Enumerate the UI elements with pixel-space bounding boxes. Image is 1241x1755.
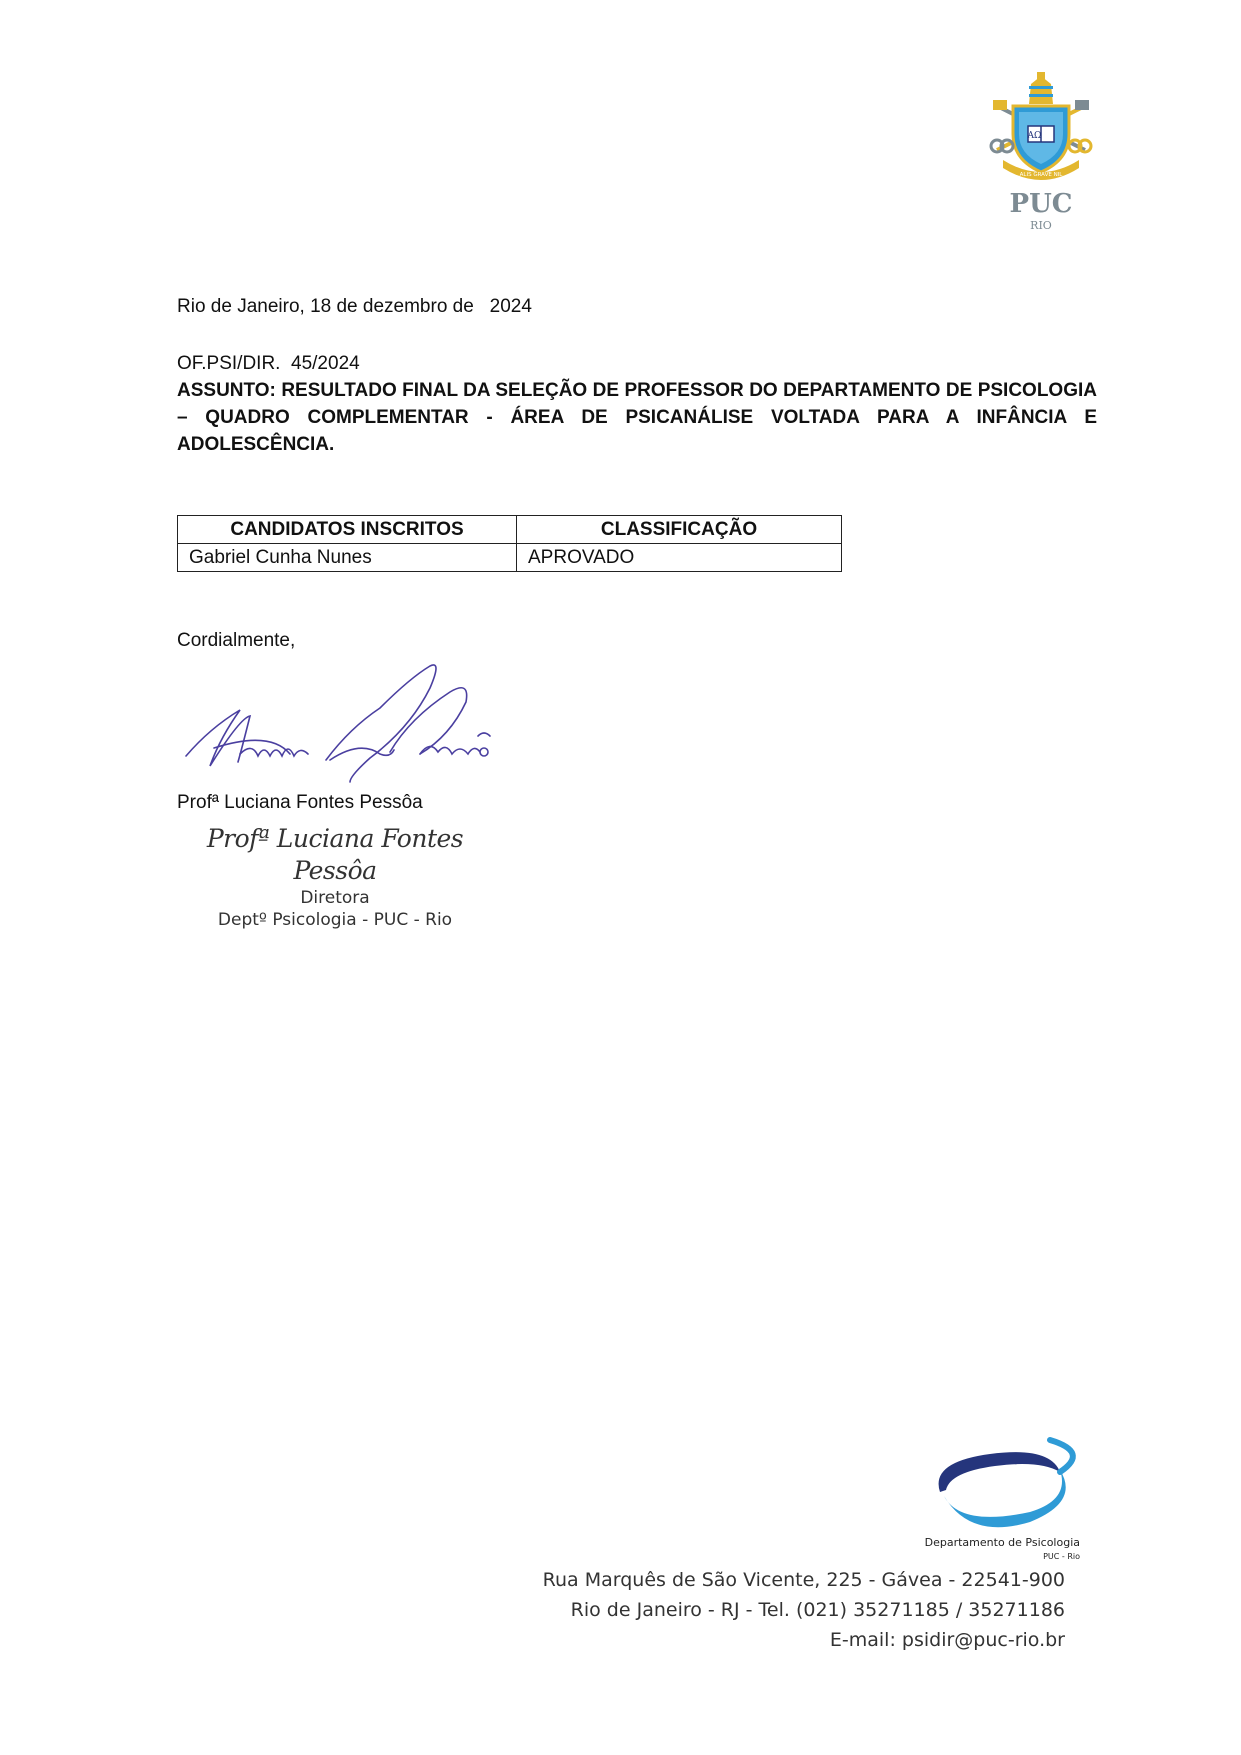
stamp-name: Profª Luciana Fontes Pessôa [206, 824, 464, 885]
svg-text:Departamento de Psicologia: Departamento de Psicologia [924, 1536, 1080, 1549]
closing-text: Cordialmente, [177, 630, 296, 651]
svg-text:ALIS GRAVE NIL: ALIS GRAVE NIL [1019, 172, 1063, 178]
office-reference: OF.PSI/DIR. 45/2024 [177, 353, 360, 374]
stamp-department: Deptº Psicologia - PUC - Rio [217, 910, 453, 930]
footer-email: E-mail: psidir@puc-rio.br [829, 1629, 1065, 1651]
signer-name: Profª Luciana Fontes Pessôa [177, 792, 423, 813]
column-header: CLASSIFICAÇÃO [517, 516, 842, 544]
table-row [178, 544, 842, 572]
signature-icon [180, 658, 530, 788]
psychology-dept-orbit-icon [920, 1432, 1090, 1567]
director-stamp [195, 823, 475, 931]
footer-city-phone: Rio de Janeiro - RJ - Tel. (021) 35271185 / 35271186 [570, 1599, 1065, 1621]
footer-address-line: Rua Marquês de São Vicente, 225 - Gávea - 22541-900 [542, 1569, 1065, 1591]
date-line: Rio de Janeiro, 18 de dezembro de 2024 [177, 296, 532, 317]
table-header-row [178, 516, 842, 544]
result-table [177, 515, 842, 572]
svg-text:PUC: PUC [1009, 189, 1073, 219]
svg-text:AΩ: AΩ [1027, 131, 1042, 141]
classification-cell: APROVADO [517, 544, 842, 572]
svg-text:PUC - Rio: PUC - Rio [1043, 1552, 1080, 1561]
stamp-role: Diretora [300, 888, 370, 908]
footer-address [543, 1565, 1065, 1655]
svg-text:RIO: RIO [1030, 219, 1052, 232]
puc-rio-crest-icon [985, 72, 1097, 234]
column-header: CANDIDATOS INSCRITOS [178, 516, 517, 544]
subject-line: ASSUNTO: RESULTADO FINAL DA SELEÇÃO DE PROFESSOR DO DEPARTAMENTO DE PSICOLOGIA – QUADRO COMPLEMENTAR - ÁREA DE PSICANÁLISE VOLTADA PARA A INFÂNCIA E ADOLESCÊNCIA. [177, 380, 1097, 455]
candidate-name-cell: Gabriel Cunha Nunes [178, 544, 517, 572]
